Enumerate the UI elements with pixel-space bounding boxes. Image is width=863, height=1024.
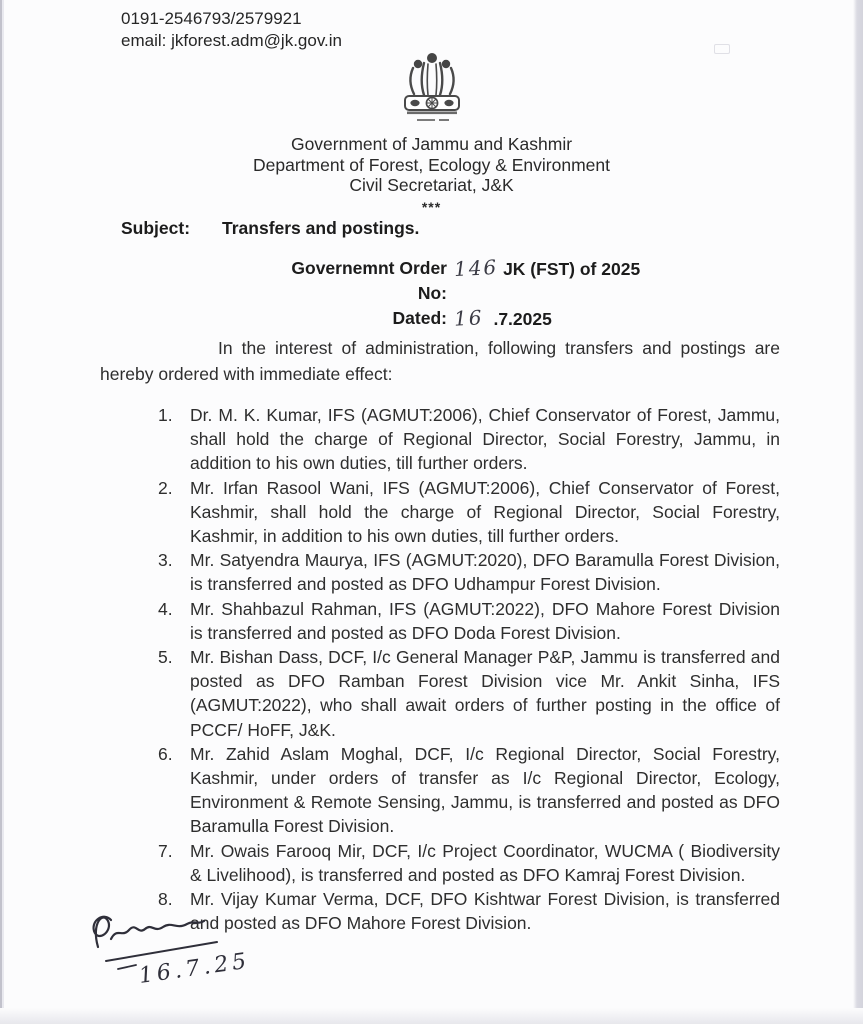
emblem-block	[0, 48, 863, 139]
order-number-label: Governemnt Order No:	[291, 258, 447, 303]
list-item	[158, 548, 780, 596]
order-number-suffix: JK (FST) of 2025	[503, 259, 641, 279]
list-item	[158, 476, 780, 549]
list-item-text: Mr. Vijay Kumar Verma, DCF, DFO Kishtwar Forest Division, is transferred and posted as DFO Mahore Forest Division.	[190, 889, 780, 934]
subject-row	[121, 218, 419, 239]
intro-paragraph: In the interest of administration, following transfers and postings are hereby ordered with immediate effect:	[100, 338, 780, 384]
org-line-government: Government of Jammu and Kashmir	[290, 134, 573, 154]
list-item-text: Mr. Bishan Dass, DCF, I/c General Manager P&P, Jammu is transferred and posted as DFO Ramban Forest Division vice Mr. Ankit Sinha, IFS (AGMUT:2022), who shall await orders of further posting in the office of PCCF/ HoFF, J&K.	[190, 647, 780, 740]
order-date-suffix: .7.2025	[493, 309, 552, 329]
email-address: email: jkforest.adm@jk.gov.in	[121, 31, 343, 50]
order-number-block	[266, 256, 640, 332]
list-item-number: 1.	[158, 405, 173, 425]
signature-date: 16.7.25	[137, 948, 252, 989]
list-item	[158, 403, 780, 476]
order-date-handwritten: 16	[453, 305, 485, 331]
transfer-orders-list	[158, 403, 780, 935]
list-item-text: Dr. M. K. Kumar, IFS (AGMUT:2006), Chief Conservator of Forest, Jammu, shall hold the charge of Regional Director, Social Forestry, Jammu, in addition to his own duties, till further orders.	[190, 405, 780, 474]
org-line-secretariat: Civil Secretariat, J&K	[349, 175, 514, 195]
list-item	[158, 742, 780, 839]
list-item-number: 3.	[158, 550, 173, 571]
heading-separator-stars: ***	[421, 198, 442, 215]
signature-block	[84, 903, 314, 1000]
org-heading	[0, 134, 863, 217]
list-item-number: 5.	[158, 647, 173, 668]
national-emblem-icon	[397, 48, 467, 134]
order-number-handwritten: 146	[453, 254, 499, 282]
list-item-text: Mr. Owais Farooq Mir, DCF, I/c Project Coordinator, WUCMA ( Biodiversity & Livelihood), is transferred and posted as DFO Kamraj Forest Division.	[190, 840, 780, 885]
subject-label: Subject:	[121, 218, 191, 238]
list-item-text: Mr. Zahid Aslam Moghal, DCF, I/c Regional Director, Social Forestry, Kashmir, under orders of transfer as I/c Regional Director, Ecology, Environment & Remote Sensing, Jammu, is transferred and posted as DFO Baramulla Forest Division.	[190, 743, 780, 837]
list-item	[158, 645, 780, 742]
list-item	[158, 839, 780, 887]
signature-scribble-icon	[84, 903, 314, 995]
list-item-text: Mr. Satyendra Maurya, IFS (AGMUT:2020), DFO Baramulla Forest Division, is transferred and posted as DFO Udhampur Forest Division.	[190, 550, 780, 595]
list-item-number: 2.	[158, 477, 173, 498]
list-item-number: 7.	[158, 840, 173, 861]
subject-text: Transfers and postings.	[222, 218, 420, 238]
order-number-value	[454, 256, 640, 306]
order-number-row	[266, 256, 640, 306]
list-item-number: 4.	[158, 598, 173, 619]
list-item-text: Mr. Shahbazul Rahman, IFS (AGMUT:2022), DFO Mahore Forest Division is transferred and posted as DFO Doda Forest Division.	[190, 598, 780, 643]
phone-number: 0191-2546793/2579921	[121, 9, 302, 28]
org-line-department: Department of Forest, Ecology & Environment	[253, 154, 610, 175]
letterhead-contact	[121, 8, 342, 52]
list-item-text: Mr. Irfan Rasool Wani, IFS (AGMUT:2006), Chief Conservator of Forest, Kashmir, shall hold the charge of Regional Director, Social Forestry, Kashmir, in addition to his own duties, till further orders.	[190, 477, 780, 547]
order-date-label: Dated:	[392, 308, 447, 328]
list-item-number: 6.	[158, 743, 173, 764]
order-date-row	[266, 306, 640, 332]
scan-edge-bottom	[0, 1008, 863, 1024]
list-item-number: 8.	[158, 889, 173, 910]
list-item	[158, 597, 780, 645]
order-date-value	[454, 306, 640, 332]
